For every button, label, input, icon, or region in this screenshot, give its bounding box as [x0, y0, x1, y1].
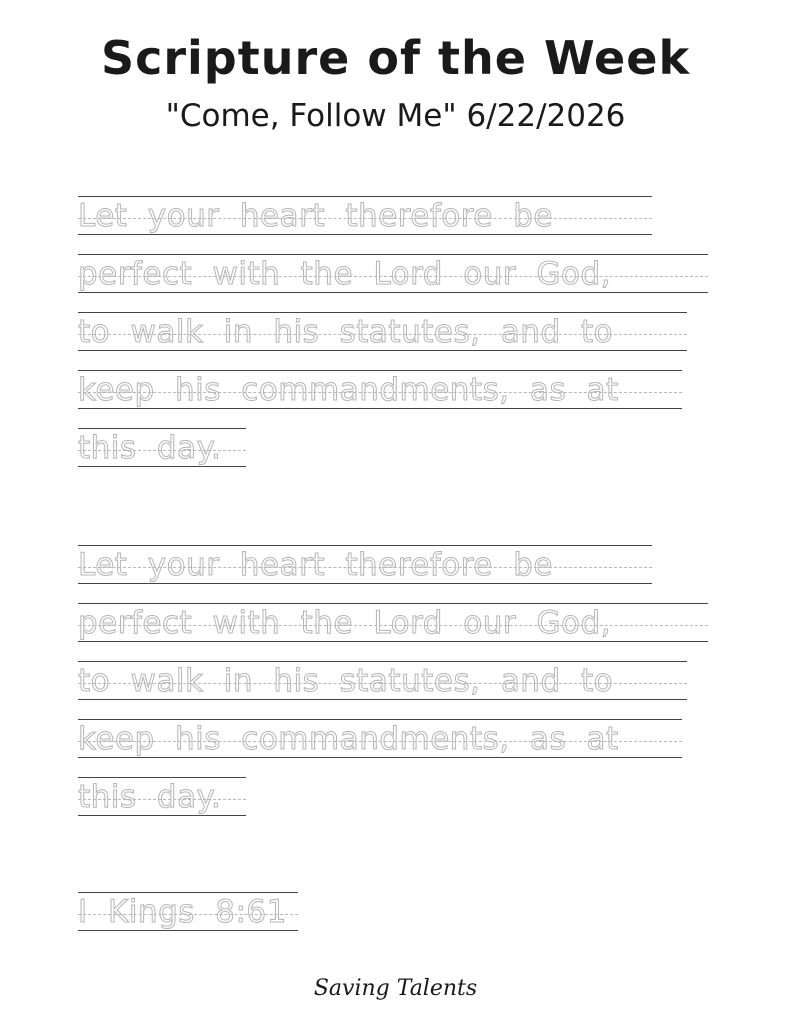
trace-line	[78, 312, 718, 360]
trace-line	[78, 719, 718, 767]
trace-text: keep his commandments, as at	[78, 372, 619, 408]
trace-line	[78, 603, 718, 651]
passage-block-1	[78, 196, 718, 486]
trace-line	[78, 892, 718, 940]
trace-text: perfect with the Lord our God,	[78, 605, 612, 641]
brand-signature: Saving Talents	[313, 976, 478, 1001]
trace-line	[78, 196, 718, 244]
trace-line	[78, 428, 718, 476]
trace-line	[78, 254, 718, 302]
trace-text: to walk in his statutes, and to	[78, 663, 614, 699]
trace-text: perfect with the Lord our God,	[78, 256, 612, 292]
trace-line	[78, 545, 718, 593]
trace-text: Let your heart therefore be	[78, 547, 553, 583]
page-title: Scripture of the Week	[100, 31, 691, 85]
scripture-reference: I Kings 8:61	[78, 894, 287, 930]
trace-text: keep his commandments, as at	[78, 721, 619, 757]
trace-line	[78, 370, 718, 418]
trace-line	[78, 777, 718, 825]
passage-block-2	[78, 545, 718, 835]
trace-line	[78, 661, 718, 709]
trace-text: this day.	[78, 779, 222, 815]
page-subtitle: "Come, Follow Me" 6/22/2026	[165, 98, 626, 134]
trace-text: Let your heart therefore be	[78, 198, 553, 234]
trace-text: to walk in his statutes, and to	[78, 314, 614, 350]
reference-block	[78, 892, 718, 950]
trace-text: this day.	[78, 430, 222, 466]
